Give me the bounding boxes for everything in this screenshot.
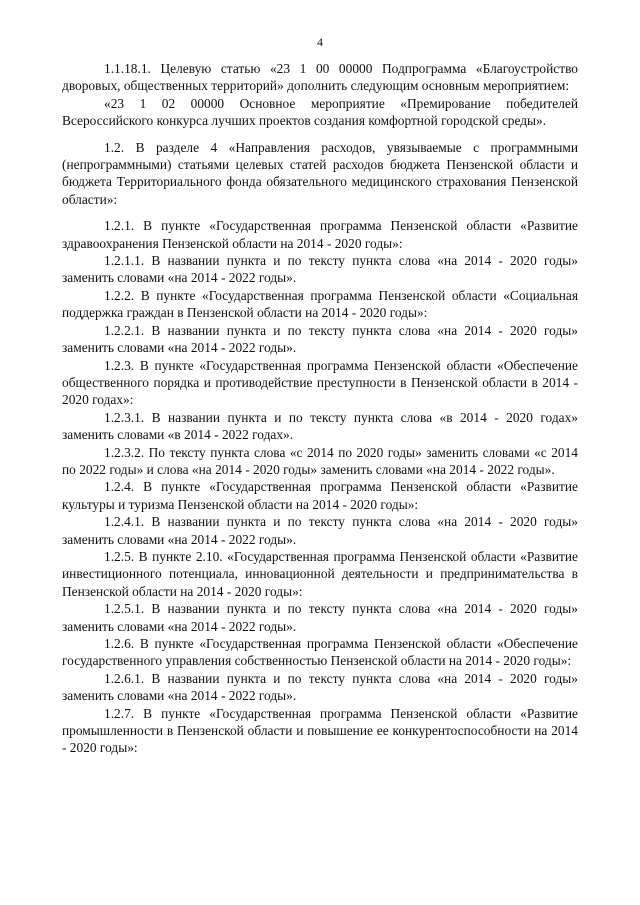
paragraph-1-2-1: 1.2.1. В пункте «Государственная программа Пензенской области «Развитие здравоохранения Пензенской области на 2014 - 2020 годы»: — [62, 218, 578, 251]
paragraph-1-2-6-1: 1.2.6.1. В названии пункта и по тексту пункта слова «на 2014 - 2020 годы» заменить словами «на 2014 - 2022 годы». — [62, 670, 578, 704]
document-body — [62, 60, 578, 757]
paragraph-1-2-4: 1.2.4. В пункте «Государственная программа Пензенской области «Развитие культуры и туризма Пензенской области на 2014 - 2020 годы»: — [62, 479, 578, 512]
paragraph-1-2-2-1: 1.2.2.1. В названии пункта и по тексту пункта слова «на 2014 - 2020 годы» заменить словами «на 2014 - 2022 годы». — [62, 322, 578, 356]
paragraph-1-2-5-1: 1.2.5.1. В названии пункта и по тексту пункта слова «на 2014 - 2020 годы» заменить словами «на 2014 - 2022 годы». — [62, 601, 578, 634]
paragraph-1-2-7: 1.2.7. В пункте «Государственная программа Пензенской области «Развитие промышленности в Пензенской области и повышение ее конкурентоспособности на 2014 - 2020 годы»: — [62, 705, 578, 756]
paragraph-1-2-3-1: 1.2.3.1. В названии пункта и по тексту пункта слова «в 2014 - 2020 годах» заменить словами «в 2014 - 2022 годах». — [62, 409, 578, 443]
paragraph-1-2-5: 1.2.5. В пункте 2.10. «Государственная программа Пензенской области «Развитие инвестиционного потенциала, инновационной деятельности и предпринимательства в Пензенской области на 2014 - 2020 годы»: — [62, 548, 578, 599]
paragraph-1-2-3: 1.2.3. В пункте «Государственная программа Пензенской области «Обеспечение общественного порядка и противодействие преступности в Пензенской области в 2014 - 2020 годах»: — [62, 357, 578, 408]
paragraph-1-2-1-1: 1.2.1.1. В названии пункта и по тексту пункта слова «на 2014 - 2020 годы» заменить словами «на 2014 - 2022 годы». — [62, 253, 578, 286]
paragraph-1-1-18-1: 1.1.18.1. Целевую статью «23 1 00 00000 Подпрограмма «Благоустройство дворовых, общественных территорий» дополнить следующим основным мероприятием: — [62, 61, 578, 94]
paragraph-1-2-6: 1.2.6. В пункте «Государственная программа Пензенской области «Обеспечение государственного управления собственностью Пензенской области на 2014 - 2020 годы»: — [62, 636, 578, 669]
paragraph-1-2-4-1: 1.2.4.1. В названии пункта и по тексту пункта слова «на 2014 - 2020 годы» заменить словами «на 2014 - 2022 годы». — [62, 514, 578, 547]
paragraph-1-2-2: 1.2.2. В пункте «Государственная программа Пензенской области «Социальная поддержка граждан в Пензенской области на 2014 - 2020 годы»: — [62, 287, 578, 321]
paragraph-new-main-event: «23 1 02 00000 Основное мероприятие «Премирование победителей Всероссийского конкурса лучших проектов создания комфортной городской среды». — [62, 95, 578, 129]
paragraph-1-2-3-2: 1.2.3.2. По тексту пункта слова «с 2014 по 2020 годы» заменить словами «с 2014 по 2022 годы» и слова «на 2014 - 2020 годы» заменить словами «на 2014 - 2022 годы». — [62, 444, 578, 477]
paragraph-1-2: 1.2. В разделе 4 «Направления расходов, увязываемые с программными (непрограммными) статьями целевых статей расходов бюджета Пензенской области и бюджета Территориального фонда обязательного медицинского страхования Пензенской области»: — [62, 139, 578, 207]
page-number: 4 — [317, 35, 323, 49]
